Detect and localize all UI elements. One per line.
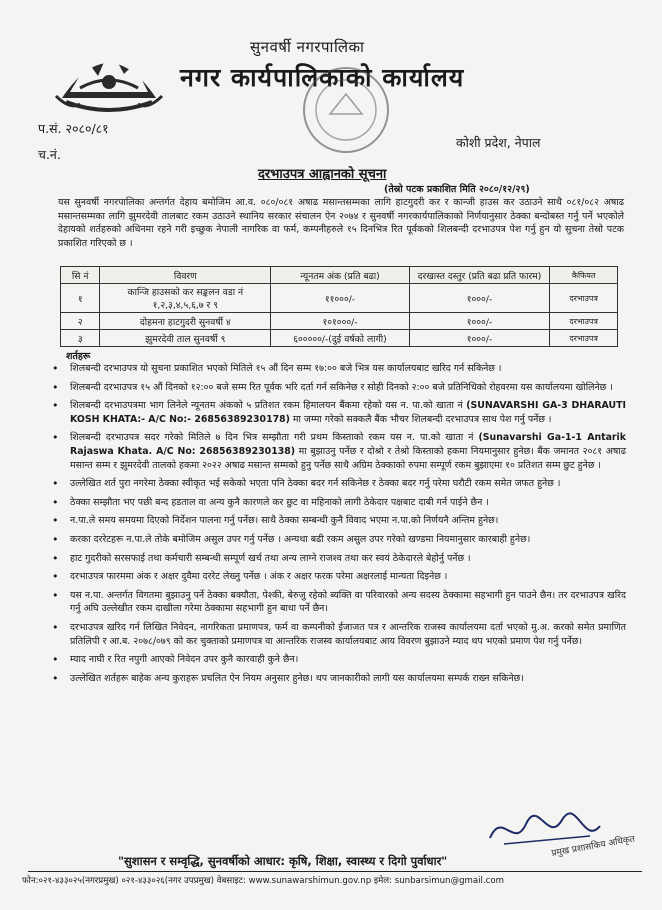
cell-fee: १०००/-	[409, 313, 550, 330]
list-item	[48, 589, 626, 616]
municipality-name: सुनवर्षी नगरपालिका	[250, 38, 365, 56]
table-row	[61, 330, 618, 347]
list-item	[48, 672, 626, 686]
reference-number: प.सं. २०८०/८१	[38, 121, 109, 136]
column-header: सि नं	[61, 267, 100, 284]
notice-intro: यस सुनवर्षी नगरपालिका अन्तर्गत देहाय बमोजिम आ.व. ०८०/०८१ अषाढ मसान्तसम्मका लागि हाटगुदरी कर र कान्जी हाउस कर उठाउने साथै ०८१/०८२ अषाढ मसान्तसम्मका लागि झुमरदेवी तालबाट रकम उठाउने स्थानिय सरकार संचालन ऐन २०७४ र सुनवर्षी नगरकार्यपालिकाको निर्णयानुसार ठेक्का बन्दोबस्त गर्नु पर्ने भएकोले देहायको शर्तहरुको अधिनमा रहने गरी इच्छुक नेपाली नागरिक वा फर्म, कम्पनीहरुले १५ दिनभित्र रित पूर्वकको शिलबन्दी दरभाउपत्र पेश गर्नु हुन यो सुचना तेस्रो पटक प्रकाशित गरिएको छ ।	[58, 197, 624, 249]
footer-divider	[28, 871, 642, 872]
municipal-slogan: "सुशासन र सम्वृद्धि, सुनवर्षीको आधार: कृषि, शिक्षा, स्वास्थ्य र दिगो पुर्वाधार"	[118, 854, 448, 868]
term-text: उल्लेखित शर्तहरू बाहेक अन्य कुराहरू प्रचलित ऐन नियम अनुसार हुनेछ। थप जानकारीको लागी यस कार्यालयमा सम्पर्क राख्न सकिनेछ।	[70, 672, 524, 684]
officer-signature	[480, 800, 640, 860]
list-item	[48, 533, 626, 547]
table-header-row	[61, 267, 618, 284]
column-header: कैफियत	[550, 267, 618, 284]
bank-account: (Sunavarshi Ga-1-1 Antarik Rajaswa Khata. A/C No: 26856389230138)	[70, 432, 627, 457]
term-text: दरभाउपत्र खरिद गर्न लिखित निवेदन, नागरिकता प्रमाणपत्र, फर्म वा कम्पनीको ईजाजत पत्र र आन्तरिक राजस्व कार्यालयमा दर्ता भएको मु.अ. करको समेत प्रमाणित प्रतिलिपी र आ.ब. २०७८/०७९ को कर चुक्ताको प्रमाणपत्र वा आन्तरिक राजस्व कार्यालयबाट आय विवरण बुझाउने म्याद थप भएको प्रमाण पेश गर्नु पर्नेछ।	[70, 621, 626, 647]
notice-title: दरभाउपत्र आह्वानको सूचना	[258, 167, 387, 182]
terms-heading: शर्तहरू	[66, 351, 91, 362]
nepal-emblem-icon	[50, 26, 168, 114]
terms-list	[48, 362, 626, 690]
list-item	[48, 570, 626, 584]
list-item	[48, 381, 626, 395]
term-text: मा जम्मा गरेको सक्कलै बैंक भौचर शिलबन्दी दरभाउपत्र साथ पेश गर्नु पर्नेछ ।	[292, 413, 552, 425]
cell-description: दोहमना हाटगुदरी सुनवर्षी ४	[100, 313, 271, 330]
term-text: शिलबन्दी दरभाउपत्र १५ औं दिनको १२:०० बजे सम्म रित पूर्वक भरि दर्ता गर्न सकिनेछ र सोही दिनको २:०० बजे प्रतिनिधिको रोहवरमा यस कार्यालयमा खोलिनेछ ।	[70, 381, 613, 393]
list-item	[48, 362, 626, 376]
cell-fee: १०००/-	[409, 330, 550, 347]
cell-minimum: ६०००००/-(दुई वर्षको लागी)	[271, 330, 409, 347]
column-header: विवरण	[100, 267, 271, 284]
tender-table	[60, 266, 618, 347]
contact-footer: फोन:०२१-४३३०२५(नगरप्रमुख) ०२१-४३३०२६(नगर उपप्रमुख) वेबसाइट: www.sunawarshimun.gov.np इमेल: sunbarsimun@gmail.com	[22, 876, 505, 886]
column-header: दरखास्त दस्तुर (प्रति बढा प्रति फारम)	[409, 267, 550, 284]
cell-description: कान्जि हाउसको कर सङ्कलन वडा नं १,२,३,४,५,६,७ र ९	[100, 284, 271, 313]
cell-remark: दरभाउपत्र	[550, 284, 618, 313]
term-text: शिलबन्दी दरभाउपत्रमा भाग लिनेले न्यूनतम अंकको ५ प्रतिशत रकम हिमालयन बैंकमा रहेको यस न. पा.को खाता नं	[70, 400, 463, 412]
term-text: ठेक्का सम्झौता भए पछी बन्द हडताल वा अन्य कुनै कारणले कर छुट वा महिनाको लागी ठेकेदार पक्षबाट दाबी गर्न पाईने छैन ।	[70, 496, 489, 508]
list-item	[48, 477, 626, 491]
cell-fee: १०००/-	[409, 284, 550, 313]
cell-minimum: १०१०००/-	[271, 313, 409, 330]
term-text: दरभाउपत्र फारममा अंक र अक्षर दुवैमा दररेट लेख्नु पर्नेछ । अंक र अक्षर फरक परेमा अक्षरलाई मान्यता दिइनेछ ।	[70, 571, 448, 583]
term-text: मा बुझाउनु पर्नेछ र दोश्रो र तेश्रो किस्ताको हकमा नियमानुसार हुनेछ। बैंक जमानत २०८१ अषाढ मसान्त सम्म र झुमरदेवी तालको हकमा २०२२ अषाढ मसान्त सम्मको हुनु पर्नेछ साथै अग्रिम ठेक्काको रुपमा सम्पूर्ण रकम बुझाएमा १० प्रतिशत सम्म छुट हुनेछ ।	[70, 445, 626, 471]
term-text: शिलबन्दी दरभाउपत्र यो सुचना प्रकाशित भएको मितिले १५ औं दिन सम्म १७:०० बजे भित्र यस कार्यालयबाट खरिद गर्न सकिनेछ ।	[70, 363, 502, 374]
province-name: कोशी प्रदेश, नेपाल	[456, 135, 541, 150]
office-title: नगर कार्यपालिकाको कार्यालय	[180, 63, 465, 92]
cell-serial: ३	[61, 330, 100, 347]
cell-minimum: ११०००/-	[271, 284, 409, 313]
list-item	[48, 431, 626, 472]
list-item	[48, 399, 626, 426]
term-text: करका दररेटहरू न.पा.ले तोके बमोजिम असुल उपर गर्नु पर्नेछ । अन्यथा बढी रकम असुल उपर गरेको खण्डमा नियमानुसार कारबाही हुनेछ।	[70, 533, 531, 545]
table-row	[61, 284, 618, 313]
table-row	[61, 313, 618, 330]
svg-text:प्रमुख प्रशासकिय अधिकृत: प्रमुख प्रशासकिय अधिकृत	[550, 834, 636, 859]
list-item	[48, 621, 626, 648]
list-item	[48, 496, 626, 510]
notice-subtitle: (तेस्रो पटक प्रकाशित मिति २०८०/१२/२९)	[384, 184, 530, 195]
office-seal-icon	[300, 64, 392, 156]
column-header: न्यूनतम अंक (प्रति बढा)	[271, 267, 409, 284]
cell-serial: २	[61, 313, 100, 330]
cell-remark: दरभाउपत्र	[550, 313, 618, 330]
list-item	[48, 653, 626, 667]
term-text: हाट गुदरीको सरसफाई तथा कर्मचारी सम्बन्धी सम्पूर्ण खर्च तथा अन्य लाग्ने राजश्व तथा कर स्वयं ठेकेदारले बेहोर्नु पर्नेछ ।	[70, 552, 471, 564]
list-item	[48, 514, 626, 528]
term-text: न.पा.ले समय समयमा दिएको निर्देशन पालना गर्नु पर्नेछ। साथै ठेक्का सम्बन्धी कुनै विवाद भएमा न.पा.को निर्णयनै अन्तिम हुनेछ।	[70, 515, 499, 527]
term-text: यस न.पा. अन्तर्गत विगतमा बुझाउनु पर्ने ठेक्का बक्यौता, पेश्की, बेरुजु रहेको ब्यक्ति वा परिवारको अन्य सदस्य ठेक्कामा सहभागी हुन पाउने छैन। तर दरभाउपत्र खरिद गर्नु अघि उल्लेखीत रकम दाखीला गरेमा ठेक्कामा सहभागी हुन बाधा पर्ने छैन।	[70, 589, 626, 615]
term-text: शिलबन्दी दरभाउपत्र सदर गरेको मितिले ७ दिन भित्र सम्झौता गरी प्रथम किस्ताको रकम यस न. पा.को खाता नं	[70, 432, 474, 444]
bank-account: (SUNAVARSHI GA-3 DHARAUTI KOSH KHATA:- A/C No:- 26856389230178)	[70, 400, 627, 425]
term-text: म्याद नाघी र रित नपुगी आएको निवेदन उपर कुनै कारवाही कुने छैन।	[70, 654, 299, 666]
term-text: उल्लेखित शर्त पुरा नगरेमा ठेक्का स्वीकृत भई सकेको भएता पनि ठेक्का बदर गर्न सकिनेछ र ठेक्का बदर गर्नु परेमा घरौटी रकम समेत जफत हुनेछ ।	[70, 478, 561, 490]
cell-description: झुमरदेवी ताल सुनवर्षी ९	[100, 330, 271, 347]
list-item	[48, 552, 626, 566]
dispatch-number: च.नं.	[38, 147, 61, 162]
cell-serial: १	[61, 284, 100, 313]
cell-remark: दरभाउपत्र	[550, 330, 618, 347]
